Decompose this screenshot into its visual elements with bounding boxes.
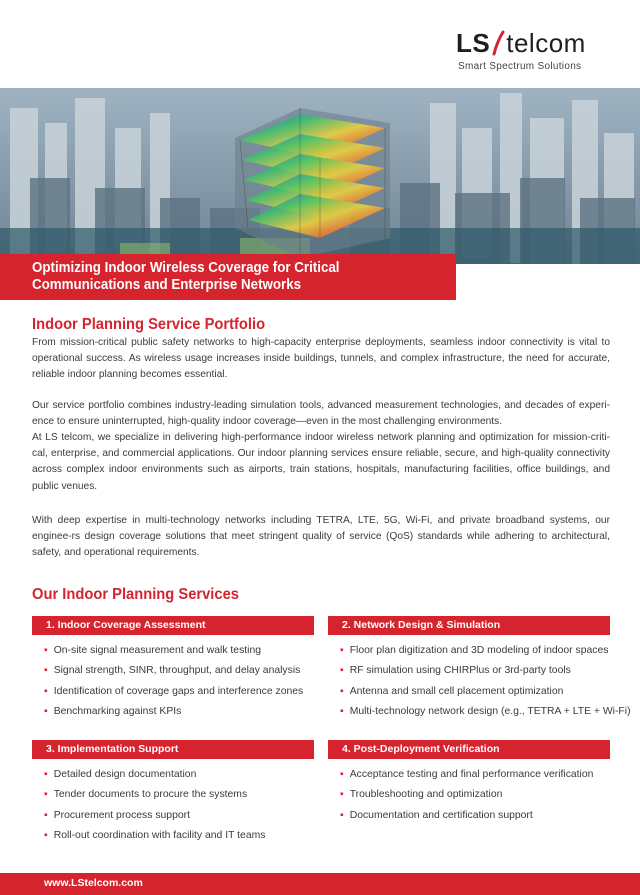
bullet-icon: ▪ [340, 665, 344, 677]
bullet-icon: ▪ [340, 645, 344, 656]
bullet-icon: ▪ [340, 809, 344, 821]
list-item: ▪ Troubleshooting and optimization [340, 789, 503, 801]
logo-tagline: Smart Spectrum Solutions [458, 61, 582, 72]
list-item: ▪ Benchmarking against KPIs [44, 705, 182, 717]
list-item: ▪ Identification of coverage gaps and interference zones [44, 685, 304, 697]
title-banner [0, 254, 456, 300]
title-line-2: Communications and Enterprise Networks [32, 277, 302, 293]
list-item: ▪ Detailed design documentation [44, 769, 197, 780]
logo-slash-icon [490, 28, 506, 58]
service-card-3-title: 3. Implementation Support [32, 740, 314, 759]
service-card-1-title: 1. Indoor Coverage Assessment [32, 616, 314, 635]
portfolio-paragraph-2: Our service portfolio combines industry-leading simulation tools, advanced measurement technologies, and decades of experi-ence to ensure uninterrupted, high-quality indoor coverage—even in the most challenging environments. [32, 400, 610, 428]
company-logo [456, 28, 606, 78]
list-item: ▪ Acceptance testing and final performance verification [340, 769, 594, 780]
portfolio-paragraph-1: From mission-critical public safety networks to high-capacity enterprise deployments, seamless indoor connectivity is vital to operational success. As wireless usage increases inside buildings, tunnels, and complex infrastructure, the need for accurate, reliable indoor planning becomes essential. [32, 337, 610, 381]
service-card-1-list [44, 641, 303, 722]
bullet-icon: ▪ [44, 685, 48, 697]
bullet-icon: ▪ [44, 645, 48, 656]
hero-city-heatmap-image [0, 88, 640, 264]
bullet-icon: ▪ [44, 665, 48, 677]
bullet-icon: ▪ [340, 685, 344, 697]
bullet-icon: ▪ [44, 769, 48, 780]
list-item: ▪ Tender documents to procure the systems [44, 789, 248, 801]
service-card-2-list [340, 641, 631, 722]
list-item: ▪ Roll-out coordination with facility and IT teams [44, 829, 266, 841]
bullet-icon: ▪ [340, 769, 344, 780]
logo-ls: LS [456, 28, 491, 58]
service-card-3-list [44, 765, 265, 846]
services-heading: Our Indoor Planning Services [32, 586, 239, 603]
list-item: ▪ Multi-technology network design (e.g., TETRA + LTE + Wi-Fi) [340, 705, 631, 717]
logo-telcom: telcom [506, 28, 586, 58]
service-card-4-list [340, 765, 593, 826]
service-card-4-title: 4. Post-Deployment Verification [328, 740, 610, 759]
bullet-icon: ▪ [44, 809, 48, 821]
service-card-2-title: 2. Network Design & Simulation [328, 616, 610, 635]
bullet-icon: ▪ [340, 705, 344, 717]
portfolio-paragraph-4: With deep expertise in multi-technology networks including TETRA, LTE, 5G, Wi-Fi, and private broadband systems, our enginee-rs design coverage solutions that meet stringent quality of service (QoS) standards while adhering to architectural, safety, and operational requirements. [32, 515, 610, 559]
footer-website-link[interactable]: www.LStelcom.com [44, 877, 143, 889]
list-item: ▪ Floor plan digitization and 3D modeling of indoor spaces [340, 645, 609, 656]
footer-bar [0, 873, 640, 895]
bullet-icon: ▪ [44, 705, 48, 717]
list-item: ▪ Antenna and small cell placement optimization [340, 685, 564, 697]
list-item: ▪ Signal strength, SINR, throughput, and delay analysis [44, 665, 301, 677]
portfolio-paragraph-3: At LS telcom, we specialize in delivering high-performance indoor wireless network planning and optimization for mission-criti-cal, enterprise, and commercial applications. Our indoor planning services ensure reliable, secure, and high-quality connectivity across complex indoor environments such as airports, train stations, hospitals, manufacturing facilities, office buildings, and public venues. [32, 432, 610, 492]
heatmap-building [235, 108, 390, 258]
list-item: ▪ Procurement process support [44, 809, 190, 821]
list-item: ▪ Documentation and certification support [340, 809, 533, 821]
portfolio-heading: Indoor Planning Service Portfolio [32, 316, 266, 333]
bullet-icon: ▪ [44, 789, 48, 801]
bullet-icon: ▪ [44, 829, 48, 841]
list-item: ▪ RF simulation using CHIRPlus or 3rd-party tools [340, 665, 571, 677]
logo-wordmark [456, 28, 586, 58]
title-line-1: Optimizing Indoor Wireless Coverage for Critical [32, 260, 340, 276]
bullet-icon: ▪ [340, 789, 344, 801]
list-item: ▪ On-site signal measurement and walk testing [44, 645, 262, 656]
